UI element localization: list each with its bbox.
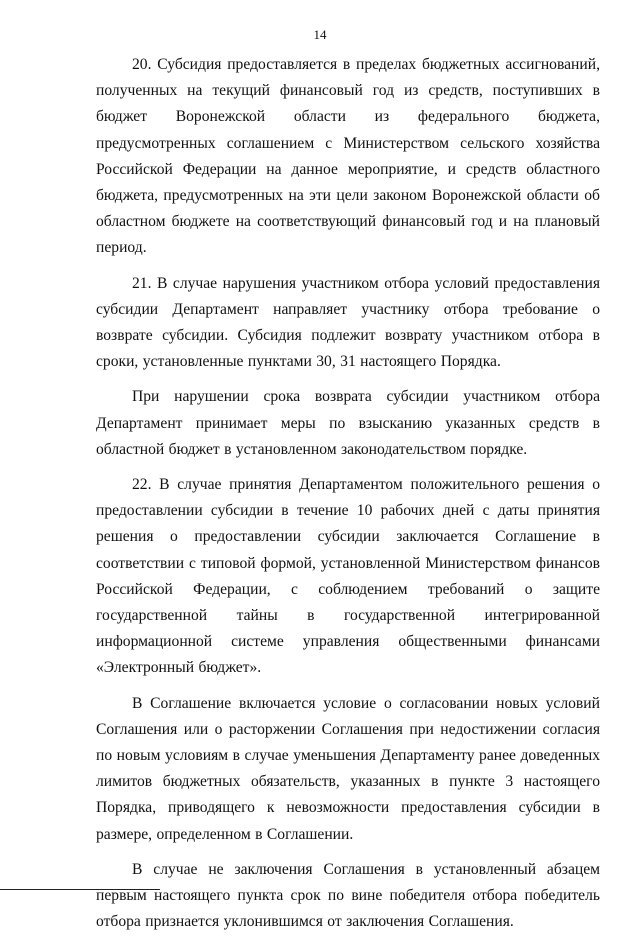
paragraph-repayment-measures: При нарушении срока возврата субсидии участником отбора Департамент принимает меры по взысканию указанных средств в областной бюджет в установленном законодательством порядке. [96, 388, 600, 458]
paragraph-agreement-evasion: В случае не заключения Соглашения в установленный абзацем первым настоящего пункта срок по вине победителя отбора победитель отбора признается уклонившимся от заключения Соглашения. [96, 860, 600, 931]
document-body [96, 52, 600, 936]
page-number: 14 [313, 27, 327, 42]
footnote-separator-line [0, 889, 160, 890]
paragraph-clause-21: 21. В случае нарушения участником отбора условий предоставления субсидии Департамент направляет участнику отбора требование о возврате субсидии. Субсидия подлежит возврату участником отбора в сроки, установленные пунктами 30, 31 настоящего Порядка. [96, 274, 600, 371]
paragraph-clause-22: 22. В случае принятия Департаментом положительного решения о предоставлении субсидии в течение 10 рабочих дней с даты принятия решения о предоставлении субсидии заключается Соглашение в соответствии с типовой формой, установленной Министерством финансов Российской Федерации, с соблюдением требований о защите государственной тайны в государственной интегрированной информационной системе управления общественными финансами «Электронный бюджет». [96, 476, 600, 677]
paragraph-clause-20: 20. Субсидия предоставляется в пределах бюджетных ассигнований, полученных на текущий финансовый год из средств, поступивших в бюджет Воронежской области из федерального бюджета, предусмотренных соглашением с Министерством сельского хозяйства Российской Федерации на данное мероприятие, и средств областного бюджета, предусмотренных на эти цели законом Воронежской области об областном бюджете на соответствующий финансовый год и на плановый период. [96, 56, 600, 257]
paragraph-agreement-conditions: В Соглашение включается условие о согласовании новых условий Соглашения или о расторжении Соглашения при недостижении согласия по новым условиям в случае уменьшения Департаменту ранее доведенных лимитов бюджетных обязательств, указанных в пункте 3 настоящего Порядка, приводящего к невозможности предоставления субсидии в размере, определенном в Соглашении. [96, 694, 600, 843]
